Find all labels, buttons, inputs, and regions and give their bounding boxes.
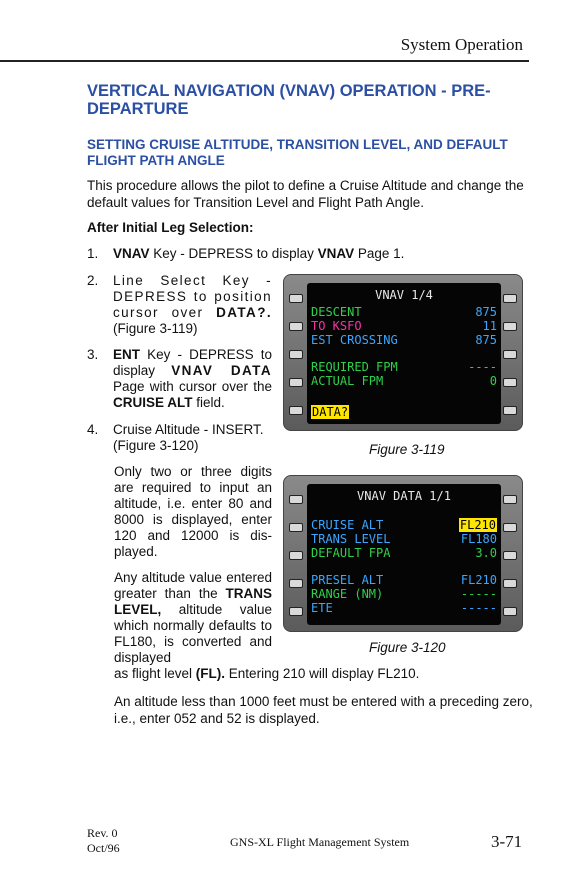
line-value: 11 [482, 319, 497, 333]
line-label: TRANS LEVEL [311, 532, 391, 546]
screen-title: VNAV 1/4 [375, 288, 433, 302]
line-value: FL210 [460, 573, 497, 587]
leading-zero-paragraph: An altitude less than 1000 feet must be entered with a preceding zero, i.e., enter 052 and 52 is displayed. [114, 694, 533, 726]
screen-line [311, 546, 497, 560]
step-number: 3. [87, 347, 99, 362]
step-text: Page 1. [354, 246, 405, 261]
screen-line [311, 319, 497, 333]
figure-caption: Figure 3-119 [369, 442, 445, 457]
procedure-subhead: After Initial Leg Selection: [87, 220, 254, 235]
line-select-key-l5[interactable] [289, 607, 303, 616]
note-text: as flight level [114, 666, 196, 681]
step-text: Key - DEPRESS to display [113, 347, 272, 378]
page-name: VNAV [317, 246, 355, 261]
line-select-key-l1[interactable] [289, 294, 303, 303]
note-text: Entering 210 will display FL210. [225, 666, 420, 681]
line-label: REQUIRED FPM [311, 360, 398, 374]
screen-line [311, 573, 497, 587]
figure-caption: Figure 3-120 [369, 640, 446, 655]
step-4 [87, 422, 272, 454]
key-name: VNAV [113, 246, 150, 261]
line-select-key-r2[interactable] [503, 322, 517, 331]
step-number: 1. [87, 246, 99, 261]
line-label: DESCENT [311, 305, 362, 319]
line-select-key-r1[interactable] [503, 495, 517, 504]
line-select-key-l3[interactable] [289, 551, 303, 560]
screen-line [311, 601, 497, 615]
subsection-title: SETTING CRUISE ALTITUDE, TRANSITION LEVEL, AND DEFAULT FLIGHT PATH ANGLE [87, 137, 508, 168]
line-label: PRESEL ALT [311, 573, 384, 587]
line-label: CRUISE ALT [311, 518, 384, 532]
line-label: EST CROSSING [311, 333, 398, 347]
line-select-key-l4[interactable] [289, 378, 303, 387]
screen-line [311, 333, 497, 347]
page-number: 3-71 [491, 832, 523, 851]
running-header: System Operation [400, 35, 523, 54]
line-select-key-r1[interactable] [503, 294, 517, 303]
screen-title: VNAV DATA 1/1 [357, 489, 451, 503]
cruise-alt-value[interactable]: FL210 [459, 518, 496, 532]
screen-line [311, 374, 497, 388]
step-text: Page with cursor over the [113, 379, 272, 394]
section-title: VERTICAL NAVIGATION (VNAV) OPERATION - PRE-DEPARTURE [87, 82, 491, 118]
line-value: 875 [475, 333, 497, 347]
step-text: Key - DEPRESS to display [149, 246, 318, 261]
line-value: ----- [460, 587, 497, 601]
note-trans-level-end [114, 666, 534, 681]
line-select-key-r3[interactable] [503, 350, 517, 359]
line-select-key-l3[interactable] [289, 350, 303, 359]
step-text: Line Select Key - DEPRESS to position cursor over [113, 273, 272, 320]
step-text: field. [192, 395, 225, 410]
note-digits: Only two or three digits are required to input an altitude, i.e. enter 80 and 8000 is displayed, enter 120 and 12000 is dis-played. [114, 464, 272, 559]
line-select-key-r5[interactable] [503, 607, 517, 616]
cursor-data[interactable]: DATA? [312, 405, 349, 419]
cdu-figure-3-120 [283, 475, 523, 632]
step-2 [87, 273, 272, 337]
cdu-figure-3-119 [283, 274, 523, 431]
screen-line [311, 532, 497, 546]
line-select-key-r4[interactable] [503, 579, 517, 588]
screen-line [311, 518, 497, 532]
cdu-screen [307, 484, 501, 625]
line-value: 875 [475, 305, 497, 319]
line-value: ----- [460, 601, 497, 615]
cursor-field: DATA?. [216, 305, 272, 320]
screen-line [311, 405, 497, 419]
line-label: DEFAULT FPA [311, 546, 391, 560]
note-text: Any altitude value entered greater than the [114, 570, 272, 601]
screen-line [311, 587, 497, 601]
line-value: ---- [468, 360, 497, 374]
header-rule [0, 60, 529, 62]
step-number: 2. [87, 273, 99, 288]
line-label: ETE [311, 601, 333, 615]
abbrev: (FL). [195, 666, 226, 681]
line-select-key-l2[interactable] [289, 322, 303, 331]
line-select-key-l4[interactable] [289, 579, 303, 588]
note-trans-level [114, 570, 272, 666]
line-value: FL180 [460, 532, 497, 546]
footer-product: GNS-XL Flight Management System [230, 835, 410, 849]
figure-ref: (Figure 3-119) [113, 321, 198, 336]
page-name: VNAV DATA [171, 363, 272, 378]
note-text: altitude value which normally defaults to FL180, is converted and displayed [114, 602, 272, 665]
line-label: RANGE (NM) [311, 587, 384, 601]
revision: Rev. 0 [87, 826, 118, 840]
field-name: CRUISE ALT [113, 395, 193, 410]
line-select-key-r5[interactable] [503, 406, 517, 415]
step-text: Cruise Altitude - INSERT. (Figure 3-120) [113, 422, 264, 453]
line-label: TO KSFO [311, 319, 362, 333]
revision-date: Oct/96 [87, 841, 120, 855]
screen-line [311, 305, 497, 319]
line-select-key-r4[interactable] [503, 378, 517, 387]
field-name: TRANS LEVEL, [114, 586, 272, 617]
line-select-key-r3[interactable] [503, 551, 517, 560]
step-number: 4. [87, 422, 99, 437]
line-value: 3.0 [475, 546, 497, 560]
line-label: ACTUAL FPM [311, 374, 384, 388]
cdu-screen [307, 283, 501, 424]
key-name: ENT [113, 347, 140, 362]
line-select-key-l1[interactable] [289, 495, 303, 504]
line-select-key-l5[interactable] [289, 406, 303, 415]
intro-paragraph: This procedure allows the pilot to define a Cruise Altitude and change the default values for Transition Level and Flight Path Angle. [87, 178, 524, 210]
line-select-key-l2[interactable] [289, 523, 303, 532]
line-select-key-r2[interactable] [503, 523, 517, 532]
footer-revision [87, 826, 120, 856]
screen-line [311, 360, 497, 374]
line-value: 0 [489, 374, 497, 388]
step-3 [87, 347, 272, 411]
